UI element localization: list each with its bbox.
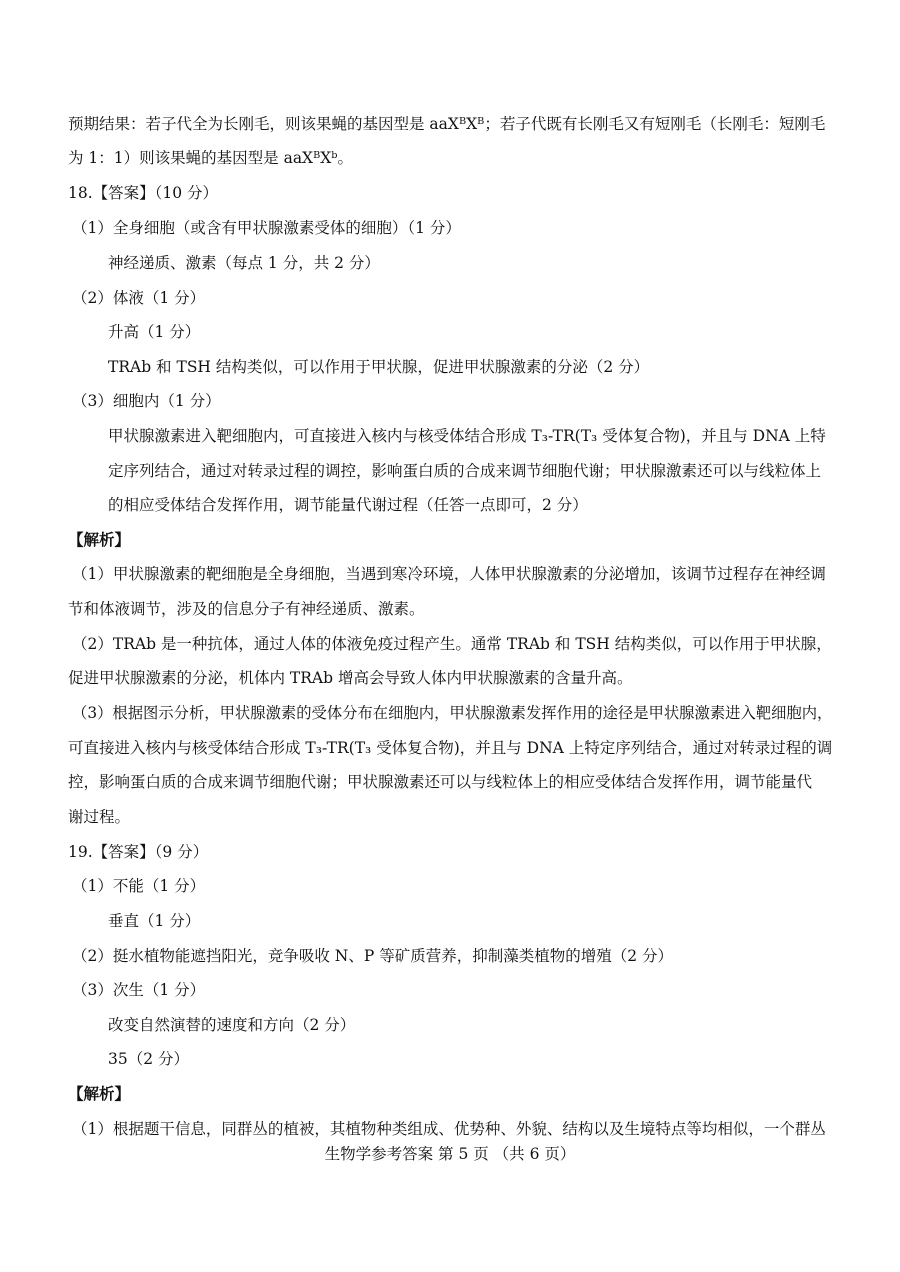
analysis-heading: 【解析】 [68,530,131,549]
text-line: （1）根据题干信息，同群丛的植被，其植物种类组成、优势种、外貌、结构以及生境特点等均相似，一个群丛 [72,1120,826,1138]
text-line: 可直接进入核内与核受体结合形成 T₃-TR(T₃ 受体复合物)，并且与 DNA 上特定序列结合，通过对转录过程的调 [68,739,833,757]
question-header: 19.【答案】（9 分） [68,843,209,861]
text-line: 升高（1 分） [108,323,201,341]
text-line: 控，影响蛋白质的合成来调节细胞代谢；甲状腺激素还可以与线粒体上的相应受体结合发挥作用，调节能量代 [68,773,813,791]
text-line: 神经递质、激素（每点 1 分，共 2 分） [108,254,380,272]
text-line: 改变自然演替的速度和方向（2 分） [108,1016,356,1034]
text-line: 促进甲状腺激素的分泌，机体内 TRAb 增高会导致人体内甲状腺激素的含量升高。 [68,669,633,687]
text-line: （2）体液（1 分） [72,289,206,307]
text-line: （3）根据图示分析，甲状腺激素的受体分布在细胞内，甲状腺激素发挥作用的途径是甲状腺激素进入靶细胞内， [72,704,833,722]
text-line: 甲状腺激素进入靶细胞内，可直接进入核内与核受体结合形成 T₃-TR(T₃ 受体复合物)，并且与 DNA 上特 [108,427,826,445]
text-line: TRAb 和 TSH 结构类似，可以作用于甲状腺，促进甲状腺激素的分泌（2 分） [108,358,650,376]
text-line: 预期结果：若子代全为长刚毛，则该果蝇的基因型是 aaXᴮXᴮ；若子代既有长刚毛又有短刚毛（长刚毛：短刚毛 [68,115,826,133]
text-line: 垂直（1 分） [108,912,201,930]
text-line: 35（2 分） [108,1050,190,1068]
text-line: （2）挺水植物能遮挡阳光，竞争吸收 N、P 等矿质营养，抑制藻类植物的增殖（2 分） [72,947,673,965]
text-line: （1）甲状腺激素的靶细胞是全身细胞，当遇到寒冷环境，人体甲状腺激素的分泌增加，该调节过程存在神经调 [72,565,826,583]
text-line: 的相应受体结合发挥作用，调节能量代谢过程（任答一点即可，2 分） [108,496,588,514]
text-line: （3）细胞内（1 分） [72,392,221,410]
question-header: 18.【答案】（10 分） [68,184,219,202]
text-line: 定序列结合，通过对转录过程的调控，影响蛋白质的合成来调节细胞代谢；甲状腺激素还可以与线粒体上 [108,462,822,480]
text-line: （2）TRAb 是一种抗体，通过人体的体液免疫过程产生。通常 TRAb 和 TSH 结构类似，可以作用于甲状腺， [72,635,832,653]
text-line: 为 1：1）则该果蝇的基因型是 aaXᴮXᵇ。 [68,149,354,167]
text-line: 谢过程。 [68,808,131,826]
analysis-heading: 【解析】 [68,1084,131,1103]
page-footer: 生物学参考答案 第 5 页 （共 6 页） [324,1145,576,1163]
text-line: （1）全身细胞（或含有甲状腺激素受体的细胞）（1 分） [72,219,461,237]
text-line: 节和体液调节，涉及的信息分子有神经递质、激素。 [68,600,425,618]
text-line: （3）次生（1 分） [72,981,206,999]
text-line: （1）不能（1 分） [72,877,206,895]
